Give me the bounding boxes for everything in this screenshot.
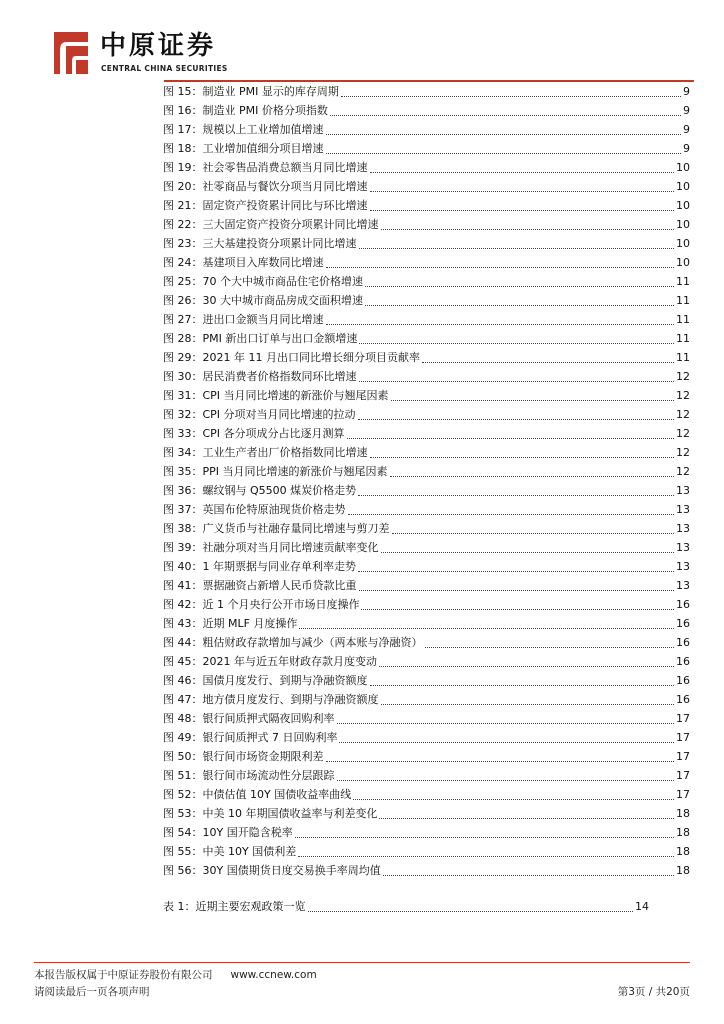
- toc-entry-label: 图 34：工业生产者出厂价格指数同比增速: [163, 446, 368, 459]
- toc-entry-page: 9: [683, 104, 690, 117]
- footer-website-link[interactable]: www.ccnew.com: [230, 969, 317, 981]
- toc-leader-dots: [326, 152, 682, 154]
- toc-entry-label: 图 17：规模以上工业增加值增速: [163, 123, 324, 136]
- toc-entry-figure[interactable]: [163, 538, 690, 557]
- company-name-en: CENTRAL CHINA SECURITIES: [101, 64, 228, 73]
- toc-leader-dots: [379, 817, 674, 819]
- toc-entry-figure[interactable]: [163, 614, 690, 633]
- toc-entry-figure[interactable]: [163, 82, 690, 101]
- toc-entry-figure[interactable]: [163, 443, 690, 462]
- toc-leader-dots: [370, 171, 675, 173]
- page-header: [0, 0, 724, 82]
- toc-entry-label: 图 46：国债月度发行、到期与净融资额度: [163, 674, 368, 687]
- toc-entry-figure[interactable]: [163, 234, 690, 253]
- toc-entry-figure[interactable]: [163, 823, 690, 842]
- toc-entry-page: 17: [676, 731, 690, 744]
- toc-entry-label: 图 50：银行间市场资金期限利差: [163, 750, 324, 763]
- toc-leader-dots: [370, 684, 675, 686]
- toc-entry-page: 9: [683, 142, 690, 155]
- toc-entry-label: 图 47：地方债月度发行、到期与净融资额度: [163, 693, 379, 706]
- toc-entry-label: 图 39：社融分项对当月同比增速贡献率变化: [163, 541, 379, 554]
- company-name-cn: 中原证券: [100, 31, 217, 61]
- toc-leader-dots: [381, 551, 675, 553]
- toc-entry-figure[interactable]: [163, 424, 690, 443]
- toc-entry-label: 图 54：10Y 国开隐含税率: [163, 826, 293, 839]
- toc-entry-figure[interactable]: [163, 747, 690, 766]
- toc-entry-page: 16: [676, 636, 690, 649]
- toc-leader-dots: [326, 760, 675, 762]
- toc-entry-label: 图 43：近期 MLF 月度操作: [163, 617, 298, 630]
- toc-entry-label: 表 1：近期主要宏观政策一览: [163, 900, 306, 913]
- toc-leader-dots: [341, 95, 681, 97]
- toc-entry-table[interactable]: [163, 897, 649, 916]
- toc-entry-label: 图 38：广义货币与社融存量同比增速与剪刀差: [163, 522, 390, 535]
- toc-entry-page: 13: [676, 503, 690, 516]
- toc-entry-page: 10: [676, 180, 690, 193]
- toc-entry-page: 14: [635, 900, 649, 913]
- toc-entry-page: 10: [676, 237, 690, 250]
- toc-leader-dots: [337, 779, 675, 781]
- figure-table-of-contents: [163, 82, 690, 880]
- page-footer: [34, 962, 690, 998]
- toc-leader-dots: [358, 418, 674, 420]
- toc-entry-label: 图 19：社会零售品消费总额当月同比增速: [163, 161, 368, 174]
- toc-entry-label: 图 55：中美 10Y 国债利差: [163, 845, 297, 858]
- toc-entry-page: 16: [676, 598, 690, 611]
- toc-entry-figure[interactable]: [163, 101, 690, 120]
- toc-entry-figure[interactable]: [163, 690, 690, 709]
- toc-entry-page: 13: [676, 522, 690, 535]
- toc-entry-label: 图 32：CPI 分项对当月同比增速的拉动: [163, 408, 356, 421]
- toc-entry-figure[interactable]: [163, 766, 690, 785]
- toc-leader-dots: [326, 323, 675, 325]
- toc-entry-label: 图 44：粗估财政存款增加与减少（两本账与净融资）: [163, 636, 423, 649]
- toc-leader-dots: [365, 304, 674, 306]
- toc-leader-dots: [353, 798, 674, 800]
- toc-leader-dots: [379, 665, 674, 667]
- toc-entry-label: 图 41：票据融资占新增人民币贷款比重: [163, 579, 357, 592]
- footer-page-number: 第3页 / 共20页: [617, 986, 690, 998]
- toc-entry-label: 图 31：CPI 当月同比增速的新涨价与翘尾因素: [163, 389, 389, 402]
- toc-leader-dots: [326, 133, 682, 135]
- toc-entry-page: 13: [676, 484, 690, 497]
- toc-leader-dots: [339, 741, 674, 743]
- toc-entry-page: 16: [676, 655, 690, 668]
- toc-entry-figure[interactable]: [163, 329, 690, 348]
- toc-entry-label: 图 37：英国布伦特原油现货价格走势: [163, 503, 346, 516]
- toc-leader-dots: [348, 513, 675, 515]
- toc-entry-label: 图 15：制造业 PMI 显示的库存周期: [163, 85, 339, 98]
- toc-leader-dots: [358, 570, 674, 572]
- toc-leader-dots: [347, 437, 674, 439]
- toc-leader-dots: [391, 399, 674, 401]
- toc-leader-dots: [295, 836, 674, 838]
- toc-entry-figure[interactable]: [163, 709, 690, 728]
- toc-entry-figure[interactable]: [163, 462, 690, 481]
- toc-entry-figure[interactable]: [163, 272, 690, 291]
- toc-entry-label: 图 42：近 1 个月央行公开市场日度操作: [163, 598, 360, 611]
- toc-leader-dots: [358, 494, 674, 496]
- toc-entry-label: 图 40：1 年期票据与同业存单利率走势: [163, 560, 356, 573]
- toc-entry-label: 图 52：中债估值 10Y 国债收益率曲线: [163, 788, 352, 801]
- toc-entry-figure[interactable]: [163, 842, 690, 861]
- toc-leader-dots: [381, 228, 675, 230]
- toc-entry-label: 图 23：三大基建投资分项累计同比增速: [163, 237, 357, 250]
- table-table-of-contents: [163, 897, 649, 916]
- toc-entry-page: 17: [676, 769, 690, 782]
- toc-leader-dots: [359, 380, 675, 382]
- toc-entry-page: 11: [676, 313, 690, 326]
- toc-entry-figure[interactable]: [163, 728, 690, 747]
- toc-entry-label: 图 45：2021 年与近五年财政存款月度变动: [163, 655, 377, 668]
- toc-leader-dots: [425, 646, 675, 648]
- toc-leader-dots: [383, 874, 674, 876]
- toc-entry-label: 图 35：PPI 当月同比增速的新涨价与翘尾因素: [163, 465, 388, 478]
- toc-leader-dots: [359, 589, 675, 591]
- toc-leader-dots: [361, 608, 674, 610]
- toc-entry-figure[interactable]: [163, 120, 690, 139]
- toc-entry-figure[interactable]: [163, 196, 690, 215]
- toc-entry-figure[interactable]: [163, 861, 690, 880]
- toc-entry-label: 图 30：居民消费者价格指数同环比增速: [163, 370, 357, 383]
- toc-entry-page: 10: [676, 161, 690, 174]
- toc-entry-page: 11: [676, 294, 690, 307]
- toc-entry-label: 图 26：30 大中城市商品房成交面积增速: [163, 294, 363, 307]
- toc-entry-page: 11: [676, 351, 690, 364]
- toc-entry-label: 图 22：三大固定资产投资分项累计同比增速: [163, 218, 379, 231]
- toc-entry-label: 图 25：70 个大中城市商品住宅价格增速: [163, 275, 363, 288]
- toc-entry-page: 11: [676, 275, 690, 288]
- footer-divider: [34, 962, 690, 963]
- toc-entry-page: 17: [676, 712, 690, 725]
- toc-entry-page: 10: [676, 218, 690, 231]
- toc-leader-dots: [370, 190, 675, 192]
- toc-entry-page: 18: [676, 864, 690, 877]
- toc-entry-page: 18: [676, 807, 690, 820]
- toc-entry-label: 图 20：社零商品与餐饮分项当月同比增速: [163, 180, 368, 193]
- toc-entry-page: 13: [676, 560, 690, 573]
- toc-entry-page: 18: [676, 845, 690, 858]
- toc-entry-page: 13: [676, 541, 690, 554]
- toc-entry-figure[interactable]: [163, 291, 690, 310]
- toc-entry-page: 10: [676, 256, 690, 269]
- toc-entry-page: 12: [676, 389, 690, 402]
- toc-entry-label: 图 24：基建项目入库数同比增速: [163, 256, 324, 269]
- toc-entry-figure[interactable]: [163, 500, 690, 519]
- toc-entry-figure[interactable]: [163, 576, 690, 595]
- toc-entry-figure[interactable]: [163, 253, 690, 272]
- toc-leader-dots: [365, 285, 674, 287]
- toc-entry-figure[interactable]: [163, 595, 690, 614]
- toc-entry-page: 16: [676, 693, 690, 706]
- toc-entry-page: 18: [676, 826, 690, 839]
- toc-entry-page: 16: [676, 674, 690, 687]
- toc-entry-page: 12: [676, 427, 690, 440]
- toc-entry-label: 图 56：30Y 国债期货日度交易换手率周均值: [163, 864, 381, 877]
- toc-entry-figure[interactable]: [163, 804, 690, 823]
- footer-copyright: 本报告版权属于中原证券股份有限公司: [34, 969, 213, 981]
- toc-entry-page: 12: [676, 370, 690, 383]
- toc-leader-dots: [392, 532, 675, 534]
- toc-entry-page: 16: [676, 617, 690, 630]
- toc-entry-figure[interactable]: [163, 367, 690, 386]
- toc-entry-label: 图 36：螺纹钢与 Q5500 煤炭价格走势: [163, 484, 357, 497]
- footer-disclaimer: 请阅读最后一页各项声明: [34, 986, 150, 998]
- toc-entry-figure[interactable]: [163, 785, 690, 804]
- toc-entry-figure[interactable]: [163, 481, 690, 500]
- toc-entry-figure[interactable]: [163, 158, 690, 177]
- toc-entry-page: 12: [676, 446, 690, 459]
- toc-leader-dots: [298, 855, 674, 857]
- toc-entry-label: 图 16：制造业 PMI 价格分项指数: [163, 104, 328, 117]
- toc-entry-label: 图 21：固定资产投资累计同比与环比增速: [163, 199, 368, 212]
- footer-copyright-line: [34, 967, 317, 982]
- toc-leader-dots: [381, 703, 675, 705]
- toc-entry-page: 17: [676, 788, 690, 801]
- toc-entry-page: 11: [676, 332, 690, 345]
- toc-entry-label: 图 33：CPI 各分项成分占比逐月测算: [163, 427, 345, 440]
- toc-entry-page: 12: [676, 408, 690, 421]
- toc-entry-figure[interactable]: [163, 633, 690, 652]
- toc-entry-page: 10: [676, 199, 690, 212]
- toc-entry-figure[interactable]: [163, 348, 690, 367]
- toc-entry-label: 图 53：中美 10 年期国债收益率与利差变化: [163, 807, 378, 820]
- toc-entry-label: 图 28：PMI 新出口订单与出口金额增速: [163, 332, 358, 345]
- toc-leader-dots: [326, 266, 675, 268]
- toc-entry-page: 12: [676, 465, 690, 478]
- toc-entry-figure[interactable]: [163, 215, 690, 234]
- toc-leader-dots: [299, 627, 674, 629]
- toc-entry-figure[interactable]: [163, 671, 690, 690]
- toc-leader-dots: [337, 722, 675, 724]
- company-logo-icon: [48, 30, 92, 76]
- toc-entry-figure[interactable]: [163, 557, 690, 576]
- toc-entry-figure[interactable]: [163, 139, 690, 158]
- toc-entry-page: 9: [683, 85, 690, 98]
- toc-leader-dots: [422, 361, 674, 363]
- toc-leader-dots: [359, 342, 674, 344]
- toc-entry-figure[interactable]: [163, 177, 690, 196]
- toc-entry-figure[interactable]: [163, 405, 690, 424]
- toc-entry-page: 17: [676, 750, 690, 763]
- toc-leader-dots: [330, 114, 681, 116]
- toc-entry-figure[interactable]: [163, 310, 690, 329]
- toc-leader-dots: [308, 910, 634, 912]
- toc-entry-page: 9: [683, 123, 690, 136]
- toc-entry-label: 图 29：2021 年 11 月出口同比增长细分项目贡献率: [163, 351, 420, 364]
- toc-entry-figure[interactable]: [163, 519, 690, 538]
- toc-entry-label: 图 18：工业增加值细分项目增速: [163, 142, 324, 155]
- toc-leader-dots: [359, 247, 675, 249]
- toc-leader-dots: [370, 456, 675, 458]
- toc-leader-dots: [370, 209, 675, 211]
- toc-entry-figure[interactable]: [163, 652, 690, 671]
- toc-entry-label: 图 27：进出口金额当月同比增速: [163, 313, 324, 326]
- toc-leader-dots: [390, 475, 675, 477]
- toc-entry-page: 13: [676, 579, 690, 592]
- toc-entry-label: 图 48：银行间质押式隔夜回购利率: [163, 712, 335, 725]
- toc-entry-figure[interactable]: [163, 386, 690, 405]
- toc-entry-label: 图 51：银行间市场流动性分层跟踪: [163, 769, 335, 782]
- toc-entry-label: 图 49：银行间质押式 7 日回购利率: [163, 731, 338, 744]
